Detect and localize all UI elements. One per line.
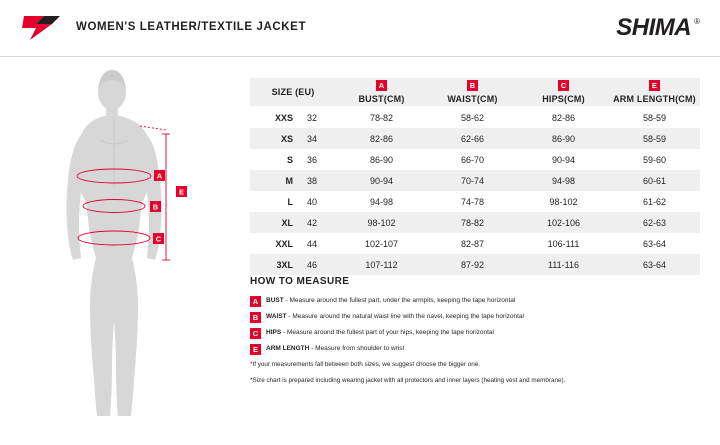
cell-bust: 94-98 [336,191,427,212]
cell-bust: 107-112 [336,254,427,275]
table-header-row [250,78,700,107]
cell-bust: 86-90 [336,149,427,170]
cell-waist: 74-78 [427,191,518,212]
header-divider [0,56,720,57]
size-label: XL [281,217,293,228]
cell-bust: 102-107 [336,233,427,254]
cell-bust: 82-86 [336,128,427,149]
tag-b-icon: B [250,312,261,323]
table-row [250,254,700,275]
table-row [250,107,700,129]
size-eu: 34 [307,133,318,144]
cell-size [250,233,336,254]
svg-text:C: C [155,234,162,244]
column-header-size-label: SIZE (EU) [271,87,315,97]
column-header-arm-length [609,78,700,107]
shima-logo-mark [22,14,62,42]
measure-name-waist: WAIST [266,313,287,320]
measure-instruction-arm-length [250,344,705,353]
size-eu: 38 [307,175,318,186]
column-header-size [250,78,336,107]
column-header-hips-label: HIPS(CM) [542,93,585,104]
column-header-arm-length-label: ARM LENGTH(CM) [613,93,696,104]
measure-name-arm-length: ARM LENGTH [266,345,310,352]
cell-hips: 86-90 [518,128,609,149]
measure-text-bust: - Measure around the fullest part, under the armpits, keeping the tape horizontal [283,297,516,304]
registered-mark: ® [694,17,700,26]
cell-hips: 102-106 [518,212,609,233]
measure-name-bust: BUST [266,297,284,304]
cell-size [250,128,336,149]
cell-hips: 106-111 [518,233,609,254]
size-table [250,78,700,275]
cell-hips: 90-94 [518,149,609,170]
brand-logo [616,16,700,40]
cell-hips: 98-102 [518,191,609,212]
brand-name: SHIMA [616,14,692,41]
size-label: 3XL [276,259,293,270]
size-label: XS [280,133,293,144]
column-header-bust [336,78,427,107]
size-label: S [286,154,293,165]
table-row [250,233,700,254]
column-header-bust-label: BUST(CM) [358,93,405,104]
cell-size [250,254,336,275]
cell-hips: 111-116 [518,254,609,275]
size-eu: 40 [307,196,318,207]
cell-size [250,191,336,212]
measure-text-waist: - Measure around the natural waist line with the navel, keeping the tape horizontal [286,313,524,320]
tag-c-icon: C [250,328,261,339]
table-row [250,212,700,233]
column-header-hips [518,78,609,107]
cell-waist: 78-82 [427,212,518,233]
cell-arm-length: 60-61 [609,170,700,191]
column-header-waist [427,78,518,107]
how-to-measure-section [250,276,705,385]
cell-size [250,212,336,233]
note-between-sizes: *If your measurements fall between both sizes, we suggest choose the bigger one. [250,361,480,368]
note-chart-preparation: *Size chart is prepared including wearing jacket with all protectors and inner layers (heating vest and membrane). [250,376,566,384]
page-title: WOMEN'S LEATHER/TEXTILE JACKET [76,21,307,33]
size-eu: 44 [307,238,318,249]
measure-name-hips: HIPS [266,329,282,336]
cell-waist: 66-70 [427,149,518,170]
how-to-measure-title: HOW TO MEASURE [250,276,350,287]
measure-instruction-hips [250,328,705,337]
cell-arm-length: 61-62 [609,191,700,212]
female-body-measurement-diagram [40,68,240,423]
tag-b-icon: B [467,80,478,91]
cell-waist: 58-62 [427,107,518,129]
cell-arm-length: 58-59 [609,107,700,129]
tag-e-icon: E [649,80,660,91]
cell-hips: 82-86 [518,107,609,129]
cell-arm-length: 62-63 [609,212,700,233]
cell-size [250,149,336,170]
size-eu: 46 [307,259,318,270]
size-label: L [287,196,293,207]
size-table-head [250,78,700,107]
cell-arm-length: 59-60 [609,149,700,170]
tag-e-icon: E [250,344,261,355]
measure-text-arm-length: - Measure from shoulder to wrist [309,345,405,352]
tag-a-icon: A [376,80,387,91]
size-eu: 36 [307,154,318,165]
size-eu: 32 [307,112,318,123]
cell-size [250,170,336,191]
svg-text:A: A [156,171,163,181]
cell-waist: 82-87 [427,233,518,254]
svg-text:B: B [152,202,159,212]
cell-size [250,107,336,129]
size-table-body [250,107,700,276]
tag-a-icon: A [250,296,261,307]
cell-arm-length: 63-64 [609,254,700,275]
tag-c-icon: C [558,80,569,91]
table-row [250,128,700,149]
cell-bust: 98-102 [336,212,427,233]
cell-waist: 87-92 [427,254,518,275]
cell-waist: 62-66 [427,128,518,149]
table-row [250,191,700,212]
size-eu: 42 [307,217,318,228]
size-label: XXL [275,238,293,249]
measure-text-hips: - Measure around the fullest part of your hips, keeping the tape horizontal [281,329,494,336]
svg-text:E: E [178,187,185,197]
measure-instruction-waist [250,312,705,321]
measure-instruction-bust [250,296,705,305]
column-header-waist-label: WAIST(CM) [447,93,498,104]
table-row [250,170,700,191]
size-label: M [285,175,293,186]
cell-waist: 70-74 [427,170,518,191]
cell-arm-length: 58-59 [609,128,700,149]
table-row [250,149,700,170]
cell-hips: 94-98 [518,170,609,191]
cell-arm-length: 63-64 [609,233,700,254]
page-header [0,0,720,56]
cell-bust: 90-94 [336,170,427,191]
cell-bust: 78-82 [336,107,427,129]
size-label: XXS [274,112,293,123]
size-table-container [250,78,700,275]
